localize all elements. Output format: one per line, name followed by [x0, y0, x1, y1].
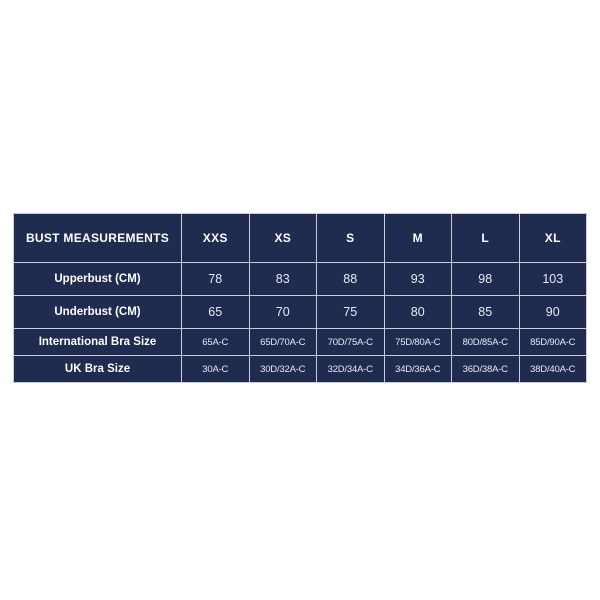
table-cell: 103: [519, 263, 587, 296]
table-cell: 90: [519, 296, 587, 329]
table-cell: 85: [452, 296, 520, 329]
table-cell: 75: [317, 296, 385, 329]
table-cell: 80D/85A-C: [452, 329, 520, 356]
table-cell: 85D/90A-C: [519, 329, 587, 356]
table-cell: 88: [317, 263, 385, 296]
row-label: International Bra Size: [14, 329, 182, 356]
table-row-international-bra-size: [14, 329, 587, 356]
size-header-s: S: [317, 214, 385, 263]
table-cell: 80: [384, 296, 452, 329]
table-header-row: [14, 214, 587, 263]
table-cell: 34D/36A-C: [384, 356, 452, 383]
table-row-uk-bra-size: [14, 356, 587, 383]
table-cell: 30A-C: [182, 356, 250, 383]
table-cell: 36D/38A-C: [452, 356, 520, 383]
table-cell: 38D/40A-C: [519, 356, 587, 383]
size-header-xl: XL: [519, 214, 587, 263]
table-cell: 78: [182, 263, 250, 296]
table-cell: 65D/70A-C: [249, 329, 317, 356]
row-label: Underbust (CM): [14, 296, 182, 329]
table-row-underbust: [14, 296, 587, 329]
bust-measurements-table: [13, 213, 587, 383]
table-cell: 83: [249, 263, 317, 296]
size-header-m: M: [384, 214, 452, 263]
table-cell: 75D/80A-C: [384, 329, 452, 356]
row-label: Upperbust (CM): [14, 263, 182, 296]
table-cell: 30D/32A-C: [249, 356, 317, 383]
size-header-xxs: XXS: [182, 214, 250, 263]
table-cell: 70D/75A-C: [317, 329, 385, 356]
size-header-xs: XS: [249, 214, 317, 263]
table-cell: 65: [182, 296, 250, 329]
table-cell: 32D/34A-C: [317, 356, 385, 383]
table-cell: 98: [452, 263, 520, 296]
size-header-l: L: [452, 214, 520, 263]
table-cell: 70: [249, 296, 317, 329]
table-cell: 65A-C: [182, 329, 250, 356]
table-cell: 93: [384, 263, 452, 296]
header-label: BUST MEASUREMENTS: [14, 214, 182, 263]
row-label: UK Bra Size: [14, 356, 182, 383]
table-row-upperbust: [14, 263, 587, 296]
